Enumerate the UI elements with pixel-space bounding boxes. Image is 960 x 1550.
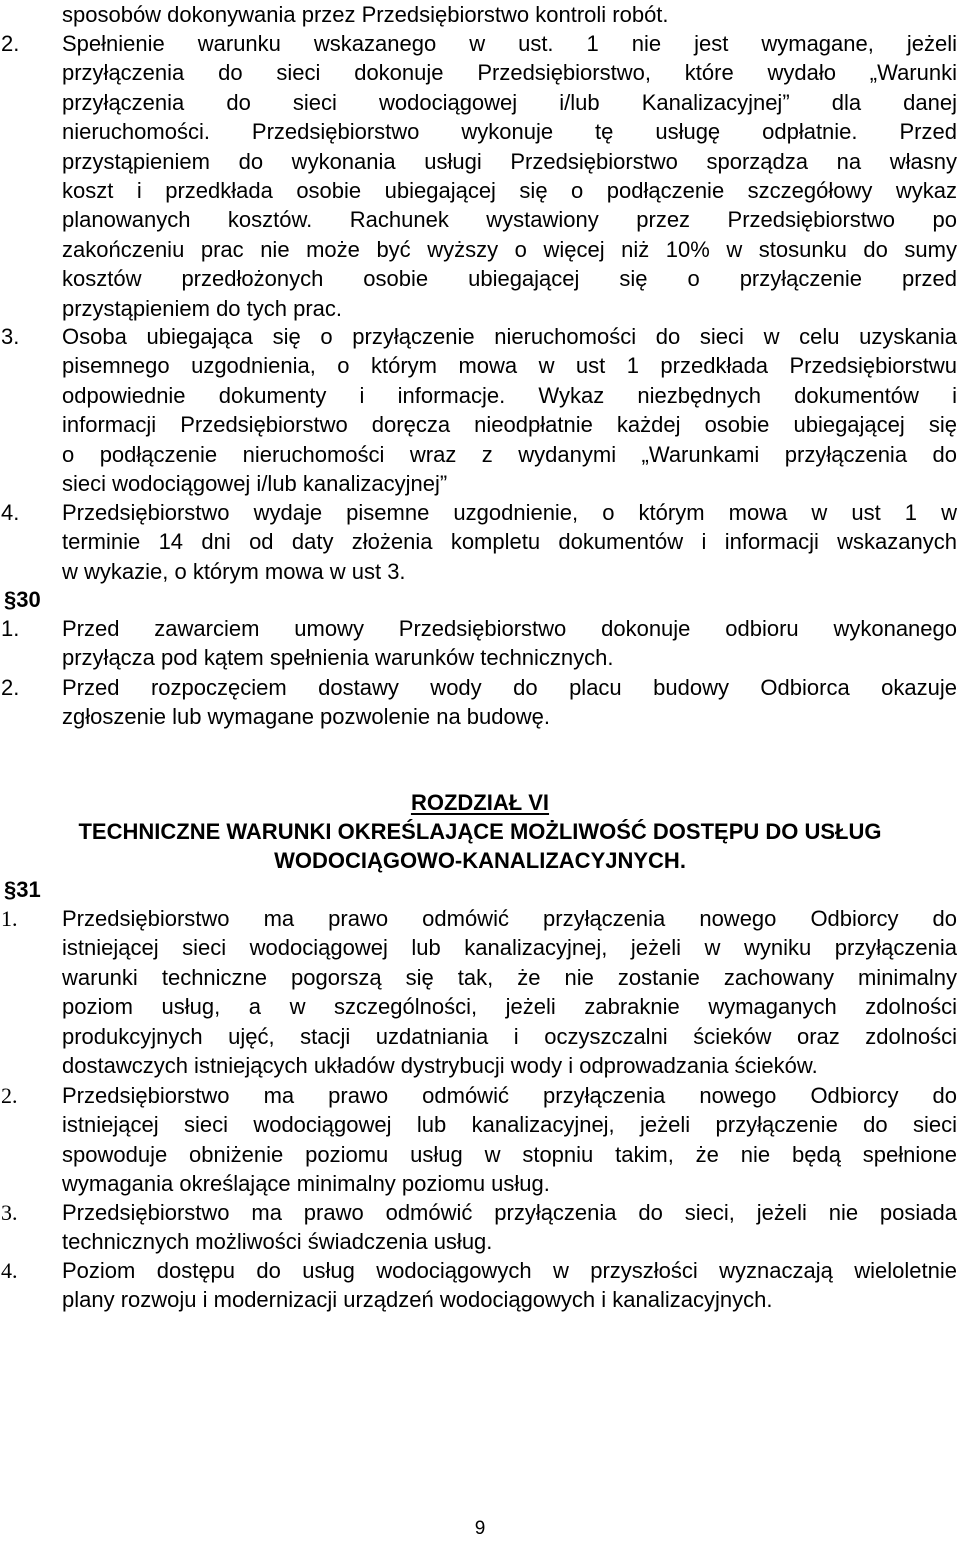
item-number: 2. <box>1 31 20 56</box>
text-line: w wykazie, o którym mowa w ust 3. <box>62 558 406 584</box>
text-line: Przedsiębiorstwo ma prawo odmówić przyłączenia nowego Odbiorcy do <box>62 1083 957 1108</box>
section-sign-icon: § <box>4 877 17 902</box>
text-line: istniejącej sieci wodociągowej lub kanalizacyjnej, jeżeli w wyniku przyłączenia <box>62 935 957 961</box>
text-line: terminie 14 dni od daty złożenia kompletu dokumentów i informacji wskazanych <box>62 529 957 555</box>
item-number: 2. <box>1 675 20 700</box>
text-line: produkcyjnych ujęć, stacji uzdatniania i oczyszczalni ścieków oraz zdolności <box>62 1023 957 1049</box>
text-line: Osoba ubiegająca się o przyłączenie nieruchomości do sieci w celu uzyskania <box>62 324 957 349</box>
text-line: Przedsiębiorstwo wydaje pisemne uzgodnienie, o którym mowa w ust 1 w <box>62 500 957 525</box>
section-sign-icon: § <box>4 587 17 612</box>
section-31-item-4 <box>1 1256 957 1315</box>
text-line: dostawczych istniejących układów dystrybucji wody i odprowadzania ścieków. <box>62 1052 818 1078</box>
text-line: warunki techniczne pogorszą się tak, że nie zostanie zachowany minimalny <box>62 964 957 990</box>
page-number: 9 <box>474 1518 486 1539</box>
continuation-text <box>62 0 957 29</box>
text-line: Przed rozpoczęciem dostawy wody do placu budowy Odbiorca okazuje <box>62 675 957 700</box>
text-line: technicznych możliwości świadczenia usług. <box>62 1229 493 1255</box>
text-line: planowanych kosztów. Rachunek wystawiony przez Przedsiębiorstwo po <box>62 207 957 233</box>
item-number: 3. <box>1 1200 18 1225</box>
text-line: odpowiednie dokumenty i informacje. Wykaz niezbędnych dokumentów i <box>62 382 957 408</box>
text-line: kosztów przedłożonych osobie ubiegającej się o przyłączenie przed <box>62 266 957 292</box>
chapter-subtitle-line-2: WODOCIĄGOWO-KANALIZACYJNYCH. <box>274 848 686 873</box>
text-line: przyłączenia do sieci wodociągowej i/lub Kanalizacyjnej” dla danej <box>62 89 957 115</box>
text-line: koszt i przedkłada osobie ubiegającej się o podłączenie szczegółowy wykaz <box>62 177 957 203</box>
chapter-subtitle-line-1: TECHNICZNE WARUNKI OKREŚLAJĄCE MOŻLIWOŚĆ DOSTĘPU DO USŁUG <box>78 819 882 844</box>
text-line: Przed zawarciem umowy Przedsiębiorstwo dokonuje odbioru wykonanego <box>62 616 957 641</box>
text-line: przystąpieniem do wykonania usługi Przedsiębiorstwo sporządza na własny <box>62 148 957 174</box>
text-line: o podłączenie nieruchomości wraz z wydanymi „Warunkami przyłączenia do <box>62 441 957 467</box>
text-line: przyłączenia do sieci dokonuje Przedsiębiorstwo, które wydało „Warunki <box>62 60 957 86</box>
list-item-2 <box>1 29 957 323</box>
text-segment: Przedsiębiorstwo wykonuje tę usługę odpłatnie. <box>251 119 858 145</box>
section-31-item-2 <box>1 1081 957 1199</box>
text-line <box>62 117 957 146</box>
item-number: 3. <box>1 324 20 349</box>
item-number: 1. <box>1 616 20 641</box>
item-number: 2. <box>1 1083 18 1108</box>
text-line: plany rozwoju i modernizacji urządzeń wodociągowych i kanalizacyjnych. <box>62 1287 773 1313</box>
section-30-item-2 <box>1 673 957 732</box>
text-line: przystąpieniem do tych prac. <box>62 295 343 321</box>
text-line: Przedsiębiorstwo ma prawo odmówić przyłączenia nowego Odbiorcy do <box>62 906 957 931</box>
text-line: sposobów dokonywania przez Przedsiębiorstwo kontroli robót. <box>62 2 669 27</box>
section-31-item-3 <box>1 1198 957 1257</box>
section-number: 31 <box>16 877 41 902</box>
text-line: przyłącza pod kątem spełnienia warunków technicznych. <box>62 645 614 671</box>
list-item-4 <box>1 498 957 586</box>
text-line: poziom usług, a w szczególności, jeżeli zabraknie wymaganych zdolności <box>62 994 957 1020</box>
list-item-3 <box>1 322 957 498</box>
text-line: pisemnego uzgodnienia, o którym mowa w ust 1 przedkłada Przedsiębiorstwu <box>62 353 957 379</box>
section-mark-30 <box>4 585 41 614</box>
text-line: zgłoszenie lub wymagane pozwolenie na budowę. <box>62 704 550 730</box>
section-number: 30 <box>16 587 41 612</box>
chapter-title <box>0 788 960 817</box>
section-mark-31 <box>4 875 41 904</box>
section-30-item-1 <box>1 614 957 673</box>
text-segment: nieruchomości. <box>62 119 210 145</box>
chapter-title-text: ROZDZIAŁ VI <box>410 790 550 815</box>
text-line: wymagania określające minimalny poziomu usług. <box>62 1171 550 1197</box>
item-number: 4. <box>1 500 20 525</box>
text-segment: Przed <box>899 119 957 145</box>
text-line: zakończeniu prac nie może być wyższy o więcej niż 10% w stosunku do sumy <box>62 236 957 262</box>
text-line: istniejącej sieci wodociągowej lub kanalizacyjnej, jeżeli przyłączenie do sieci <box>62 1112 957 1138</box>
text-line: Spełnienie warunku wskazanego w ust. 1 nie jest wymagane, jeżeli <box>62 31 957 56</box>
section-31-item-1 <box>1 904 957 1080</box>
text-line: spowoduje obniżenie poziomu usług w stopniu takim, że nie będą spełnione <box>62 1141 957 1167</box>
text-line: Poziom dostępu do usług wodociągowych w przyszłości wyznaczają wieloletnie <box>62 1258 957 1283</box>
text-line: informacji Przedsiębiorstwo doręcza nieodpłatnie każdej osobie ubiegającej się <box>62 412 957 438</box>
text-line: Przedsiębiorstwo ma prawo odmówić przyłączenia do sieci, jeżeli nie posiada <box>62 1200 957 1225</box>
text-line: sieci wodociągowej i/lub kanalizacyjnej” <box>62 470 448 496</box>
item-number: 4. <box>1 1258 18 1283</box>
item-number: 1. <box>1 906 18 931</box>
